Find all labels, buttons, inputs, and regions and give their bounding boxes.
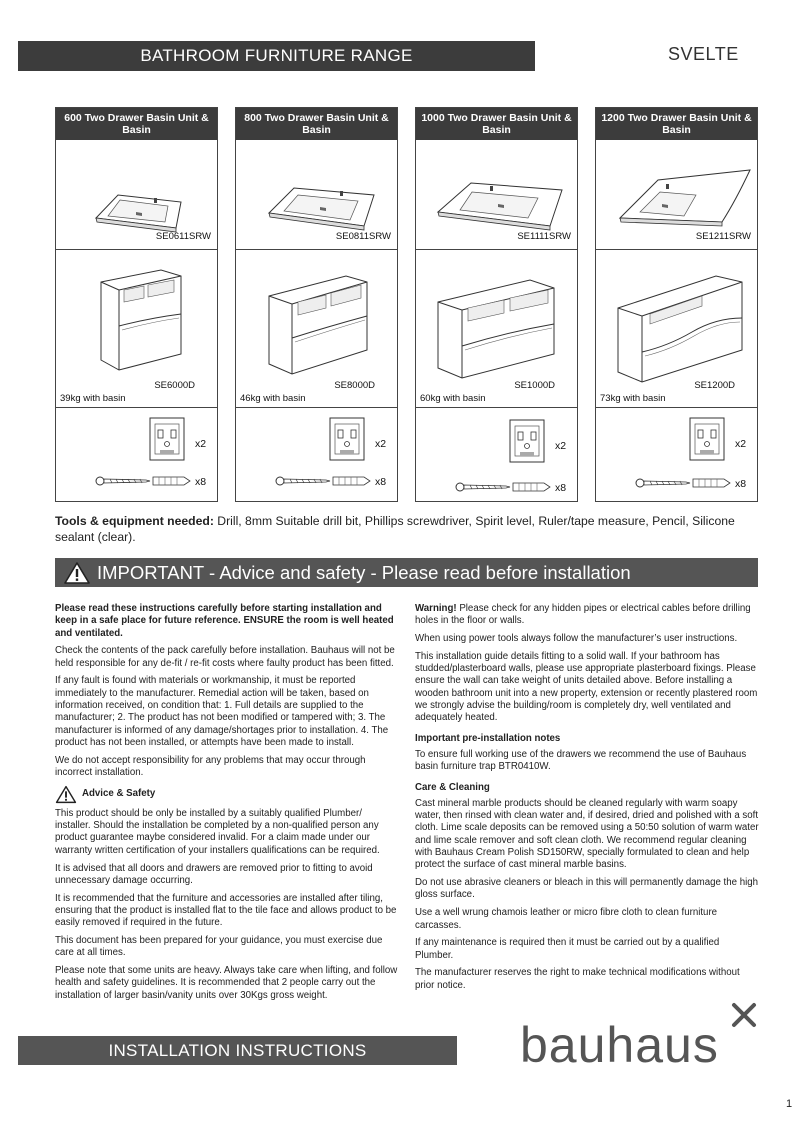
header-title: BATHROOM FURNITURE RANGE	[140, 46, 413, 65]
advice-right-column	[415, 603, 760, 998]
paragraph: We do not accept responsibility for any problems that may occur through incorrect installation.	[55, 754, 366, 779]
advice-safety-heading	[55, 785, 400, 804]
care-cleaning-heading: Care & Cleaning	[415, 781, 490, 793]
product-name: 800 Two Drawer Basin Unit & Basin	[236, 108, 397, 140]
screw-quantity: x8	[195, 476, 207, 488]
paragraph: To ensure full working use of the drawers we recommend the use of Bauhaus basin furniture trap BTR0410W.	[415, 748, 747, 773]
paragraph: If any fault is found with materials or workmanship, it must be reported immediately to the manufacturer. Remedial action will be taken, based on information received, on condition that: 1. Full details are supplied to the manufacturer; 2. The product has not been modified or tampered with; 3. The manufacturer is informed of any damage/shortages prior to installation. 4. The product has not been installed, or attempts have been made to install.	[55, 675, 389, 748]
paragraph: Please note that some units are heavy. Always take care when lifting, and follow health and safety guidelines. It is recommended that 2 people carry out the installation of larger basin/vanity units over 30Kgs gross weight.	[55, 965, 398, 1001]
bauhaus-logo	[520, 1000, 760, 1070]
product-column-1200	[595, 107, 758, 502]
basin-code: SE0811SRW	[335, 231, 391, 242]
warning-paragraph	[415, 603, 760, 628]
unit-code: SE6000D	[154, 380, 195, 391]
unit-code: SE1000D	[514, 380, 555, 391]
product-name: 600 Two Drawer Basin Unit & Basin	[56, 108, 217, 140]
fixings-cell	[596, 408, 757, 501]
pre-installation-heading: Important pre-installation notes	[415, 732, 561, 744]
paragraph: The manufacturer reserves the right to make technical modifications without prior notice.	[415, 967, 740, 991]
product-column-1000	[415, 107, 578, 502]
screw-quantity: x8	[375, 476, 387, 488]
screw-quantity: x8	[735, 478, 747, 490]
bracket-quantity: x2	[555, 440, 567, 452]
logo-x-mark	[734, 1005, 754, 1025]
screw-quantity: x8	[555, 482, 567, 494]
bracket-quantity: x2	[195, 438, 207, 450]
unit-cell	[596, 250, 757, 408]
screw-and-plug-icon	[56, 408, 217, 501]
warning-triangle-icon	[63, 561, 91, 585]
paragraph: Do not use abrasive cleaners or bleach in this will permanently damage the high gloss surface.	[415, 877, 759, 901]
unit-weight: 73kg with basin	[600, 393, 666, 404]
basin-cell	[596, 140, 757, 250]
fixings-cell	[236, 408, 397, 501]
range-name: SVELTE	[668, 44, 739, 64]
product-column-600	[55, 107, 218, 502]
basin-cell	[416, 140, 577, 250]
tools-text: Drill, 8mm Suitable drill bit, Phillips screwdriver, Spirit level, Ruler/tape measure, Pencil, Silicone sealant (clear).	[55, 514, 735, 544]
fixings-cell	[56, 408, 217, 501]
important-banner	[55, 558, 758, 587]
unit-cell	[416, 250, 577, 408]
paragraph: This installation guide details fitting to a solid wall. If your bathroom has studded/plasterboard walls, please use appropriate plasterboard fixings. Please ensure the wall can take weight of units detailed above. Before installing a wooden bathroom unit into a new property, extension or recently plastered room we strongly advise the building/room is completely dry, well ventilated and adequately heated.	[415, 650, 758, 724]
product-grid	[55, 107, 758, 502]
unit-weight: 60kg with basin	[420, 393, 486, 404]
warning-triangle-icon	[55, 785, 77, 804]
fixings-cell	[416, 408, 577, 501]
paragraph: If any maintenance is required then it must be carried out by a qualified Plumber.	[415, 937, 720, 961]
unit-code: SE1200D	[694, 380, 735, 391]
paragraph: When using power tools always follow the manufacturer’s user instructions.	[415, 633, 738, 645]
basin-cell	[56, 140, 217, 250]
page-number: 1	[786, 1098, 793, 1110]
basin-code: SE0611SRW	[155, 231, 211, 242]
advice-heading-text: Advice & Safety	[82, 788, 156, 800]
paragraph: Cast mineral marble products should be cleaned regularly with warm soapy water, then rinsed with clean water and, if desired, dried and polished with a soft cloth. Lime scale deposits can be removed using a 50:50 solution of warm water and lime scale remover and soft clean cloth. We recommend regular cleaning with Bauhaus Cream Polish SD150RW, specially formulated to clean and help protect the surface of cast mineral marble basins.	[415, 797, 759, 871]
warning-label: Warning!	[415, 603, 457, 614]
product-name: 1200 Two Drawer Basin Unit & Basin	[596, 108, 757, 140]
footer-title: INSTALLATION INSTRUCTIONS	[108, 1040, 367, 1060]
basin-cell	[236, 140, 397, 250]
tools-label: Tools & equipment needed:	[55, 514, 214, 528]
screw-and-plug-icon	[236, 408, 397, 501]
paragraph: It is recommended that the furniture and accessories are installed after tiling, ensuring that the product is installed flat to the tile face and allows product to be easily removed if required in the future.	[55, 892, 397, 929]
bracket-quantity: x2	[375, 438, 387, 450]
product-column-800	[235, 107, 398, 502]
lead-paragraph: Please read these instructions carefully before starting installation and keep in a safe place for future reference. ENSURE the room is well heated and ventilated.	[55, 603, 394, 639]
basin-code: SE1211SRW	[695, 231, 751, 242]
advice-left-column	[55, 603, 400, 1008]
unit-weight: 39kg with basin	[60, 393, 126, 404]
unit-cell	[56, 250, 217, 408]
header-title-bar	[18, 41, 535, 71]
unit-code: SE8000D	[334, 380, 375, 391]
paragraph: Check the contents of the pack carefully before installation. Bauhaus will not be held responsible for any de-fit / re-fit costs where faulty product has been fitted.	[55, 645, 395, 669]
paragraph: This product should be only be installed by a suitably qualified Plumber/ installer. Should the installation be completed by a non-qualified person any product guarantee maybe considered invalid. For a claim made under our warranty written certification of your installers qualifications can be required.	[55, 807, 380, 856]
footer-title-bar	[18, 1036, 457, 1065]
paragraph: Use a well wrung chamois leather or micro fibre cloth to clean furniture carcasses.	[415, 907, 718, 931]
paragraph: This document has been prepared for your guidance, you must exercise due care at all times.	[55, 935, 383, 959]
warning-text: Please check for any hidden pipes or electrical cables before drilling holes in the floor or walls.	[415, 603, 751, 627]
tools-needed	[55, 513, 755, 545]
screw-and-plug-icon	[416, 408, 577, 501]
product-name: 1000 Two Drawer Basin Unit & Basin	[416, 108, 577, 140]
basin-code: SE1111SRW	[517, 231, 571, 242]
unit-weight: 46kg with basin	[240, 393, 306, 404]
important-title: IMPORTANT - Advice and safety - Please read before installation	[97, 561, 631, 583]
unit-cell	[236, 250, 397, 408]
bracket-quantity: x2	[735, 438, 747, 450]
logo-wordmark: bauhaus	[520, 1017, 719, 1070]
screw-and-plug-icon	[596, 408, 757, 501]
paragraph: It is advised that all doors and drawers are removed prior to fitting to avoid unnecessary damage occurring.	[55, 862, 373, 886]
